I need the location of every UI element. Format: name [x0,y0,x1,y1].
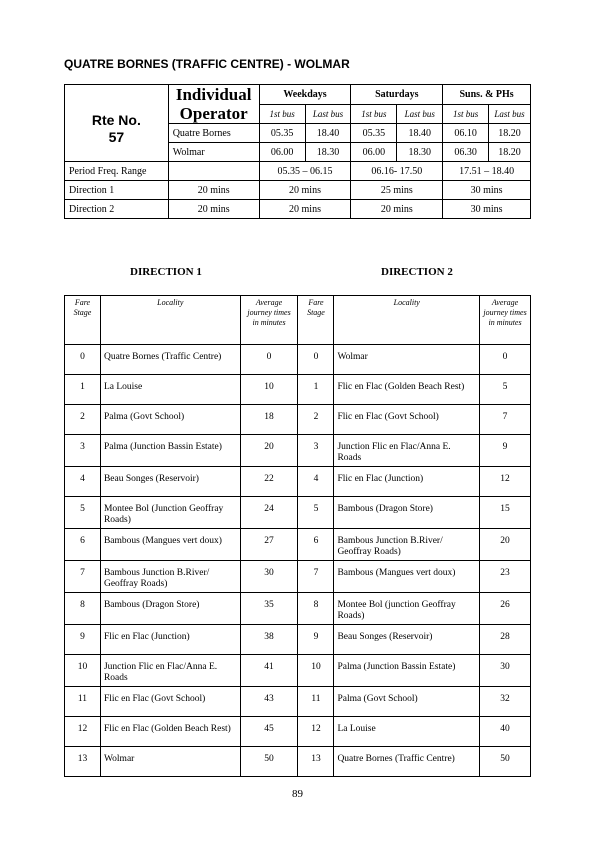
locality-cell: Beau Songes (Reservoir) [334,625,480,655]
freq-cell: 20 mins [168,181,259,200]
locality-cell: La Louise [100,375,240,405]
journey-time-cell: 12 [480,467,531,497]
fare-stage-cell: 3 [65,435,101,467]
time-cell: 18.30 [397,143,443,162]
fare-stage-cell: 1 [65,375,101,405]
time-cell: 06.00 [259,143,305,162]
last-bus-header: Last bus [489,104,531,124]
journey-time-cell: 27 [240,529,298,561]
journey-time-cell: 26 [480,593,531,625]
table-row [65,467,531,497]
locality-header: Locality [100,296,240,345]
locality-cell: Palma (Govt School) [100,405,240,435]
locality-cell: Flic en Flac (Golden Beach Rest) [334,375,480,405]
fare-stage-cell: 1 [298,375,334,405]
table-row [65,497,531,529]
table-row [65,747,531,777]
avg-time-header: Average journey times in minutes [480,296,531,345]
locality-cell: Montee Bol (junction Geoffray Roads) [334,593,480,625]
saturdays-header: Saturdays [351,85,443,105]
journey-time-cell: 24 [240,497,298,529]
journey-time-cell: 45 [240,717,298,747]
locality-cell: Flic en Flac (Golden Beach Rest) [100,717,240,747]
locality-cell: Bambous (Mangues vert doux) [334,561,480,593]
fare-stage-cell: 5 [65,497,101,529]
direction1-heading: DIRECTION 1 [130,266,202,278]
time-cell: 06.10 [443,124,489,143]
period-weekdays: 05.35 – 06.15 [259,162,351,181]
period-saturdays: 06.16- 17.50 [351,162,443,181]
locality-cell: Palma (Govt School) [334,687,480,717]
page-title: QUATRE BORNES (TRAFFIC CENTRE) - WOLMAR [64,57,350,71]
table-row [65,345,531,375]
time-cell: 18.40 [305,124,351,143]
direction-label: Direction 1 [65,181,169,200]
fare-stage-cell: 5 [298,497,334,529]
time-cell: 18.30 [305,143,351,162]
last-bus-header: Last bus [305,104,351,124]
fare-stage-cell: 2 [298,405,334,435]
empty-cell [168,162,259,181]
locality-cell: Bambous Junction B.River/ Geoffray Roads) [334,529,480,561]
operator-cell [168,85,259,124]
freq-cell: 30 mins [443,181,531,200]
weekdays-header: Weekdays [259,85,351,105]
sundays-header: Suns. & PHs [443,85,531,105]
locality-cell: La Louise [334,717,480,747]
journey-time-cell: 9 [480,435,531,467]
locality-cell: Bambous Junction B.River/ Geoffray Roads) [100,561,240,593]
time-cell: 18.40 [397,124,443,143]
fare-stages-header-row [65,296,531,345]
table-row [65,529,531,561]
fare-stage-cell: 4 [298,467,334,497]
table-row [65,561,531,593]
time-cell: 18.20 [489,143,531,162]
locality-cell: Flic en Flac (Govt School) [334,405,480,435]
first-bus-header: 1st bus [351,104,397,124]
table-row [65,435,531,467]
journey-time-cell: 0 [240,345,298,375]
fare-stage-cell: 0 [65,345,101,375]
locality-cell: Montee Bol (Junction Geoffray Roads) [100,497,240,529]
fare-stage-cell: 9 [298,625,334,655]
journey-time-cell: 35 [240,593,298,625]
fare-stage-cell: 8 [298,593,334,625]
locality-cell: Wolmar [334,345,480,375]
direction2-heading: DIRECTION 2 [381,266,453,278]
last-bus-header: Last bus [397,104,443,124]
journey-time-cell: 30 [240,561,298,593]
fare-stage-cell: 13 [65,747,101,777]
fare-stages-table [64,295,531,777]
route-number-cell [65,85,169,162]
journey-time-cell: 0 [480,345,531,375]
fare-stage-cell: 3 [298,435,334,467]
journey-time-cell: 22 [240,467,298,497]
freq-cell: 20 mins [259,200,351,219]
time-cell: 18.20 [489,124,531,143]
fare-stage-cell: 2 [65,405,101,435]
route-label: Rte No. [91,112,141,128]
locality-cell: Wolmar [100,747,240,777]
fare-stage-cell: 8 [65,593,101,625]
fare-stage-cell: 6 [298,529,334,561]
journey-time-cell: 20 [240,435,298,467]
journey-time-cell: 5 [480,375,531,405]
locality-cell: Quatre Bornes (Traffic Centre) [100,345,240,375]
journey-time-cell: 40 [480,717,531,747]
time-cell: 05.35 [351,124,397,143]
journey-time-cell: 7 [480,405,531,435]
journey-time-cell: 41 [240,655,298,687]
journey-time-cell: 43 [240,687,298,717]
journey-time-cell: 23 [480,561,531,593]
locality-cell: Bambous (Dragon Store) [100,593,240,625]
period-sundays: 17.51 – 18.40 [443,162,531,181]
route-number: 57 [108,129,125,145]
terminus-name: Wolmar [168,143,259,162]
journey-time-cell: 20 [480,529,531,561]
fare-stage-cell: 7 [65,561,101,593]
locality-cell: Bambous (Dragon Store) [334,497,480,529]
first-bus-header: 1st bus [443,104,489,124]
fare-stage-cell: 11 [298,687,334,717]
locality-cell: Flic en Flac (Govt School) [100,687,240,717]
locality-cell: Beau Songes (Reservoir) [100,467,240,497]
locality-cell: Junction Flic en Flac/Anna E. Roads [334,435,480,467]
direction-label: Direction 2 [65,200,169,219]
freq-cell: 20 mins [351,200,443,219]
locality-cell: Junction Flic en Flac/Anna E. Roads [100,655,240,687]
locality-cell: Bambous (Mangues vert doux) [100,529,240,561]
fare-stage-cell: 0 [298,345,334,375]
time-cell: 05.35 [259,124,305,143]
locality-cell: Palma (Junction Bassin Estate) [334,655,480,687]
journey-time-cell: 30 [480,655,531,687]
journey-time-cell: 32 [480,687,531,717]
table-row [65,687,531,717]
page-number: 89 [292,788,303,800]
fare-stage-cell: 11 [65,687,101,717]
freq-cell: 20 mins [259,181,351,200]
fare-stage-cell: 10 [298,655,334,687]
journey-time-cell: 50 [480,747,531,777]
journey-time-cell: 18 [240,405,298,435]
fare-stage-cell: 9 [65,625,101,655]
journey-time-cell: 38 [240,625,298,655]
fare-stage-cell: 4 [65,467,101,497]
fare-stage-header: Fare Stage [65,296,101,345]
fare-stage-cell: 13 [298,747,334,777]
freq-cell: 30 mins [443,200,531,219]
locality-cell: Flic en Flac (Junction) [100,625,240,655]
operator-line2: Operator [179,104,248,123]
route-summary-table [64,84,531,219]
freq-cell: 20 mins [168,200,259,219]
locality-cell: Flic en Flac (Junction) [334,467,480,497]
journey-time-cell: 15 [480,497,531,529]
journey-time-cell: 50 [240,747,298,777]
period-label: Period Freq. Range [65,162,169,181]
locality-header: Locality [334,296,480,345]
journey-time-cell: 10 [240,375,298,405]
table-row [65,593,531,625]
time-cell: 06.00 [351,143,397,162]
time-cell: 06.30 [443,143,489,162]
fare-stage-cell: 6 [65,529,101,561]
fare-stage-cell: 12 [298,717,334,747]
fare-stage-cell: 7 [298,561,334,593]
table-row [65,655,531,687]
first-bus-header: 1st bus [259,104,305,124]
locality-cell: Palma (Junction Bassin Estate) [100,435,240,467]
fare-stages-body [65,345,531,777]
table-row [65,717,531,747]
journey-time-cell: 28 [480,625,531,655]
table-row [65,625,531,655]
locality-cell: Quatre Bornes (Traffic Centre) [334,747,480,777]
fare-stage-header: Fare Stage [298,296,334,345]
avg-time-header: Average journey times in minutes [240,296,298,345]
table-row [65,375,531,405]
table-row [65,405,531,435]
terminus-name: Quatre Bornes [168,124,259,143]
fare-stage-cell: 10 [65,655,101,687]
fare-stage-cell: 12 [65,717,101,747]
operator-line1: Individual [175,85,252,104]
freq-cell: 25 mins [351,181,443,200]
